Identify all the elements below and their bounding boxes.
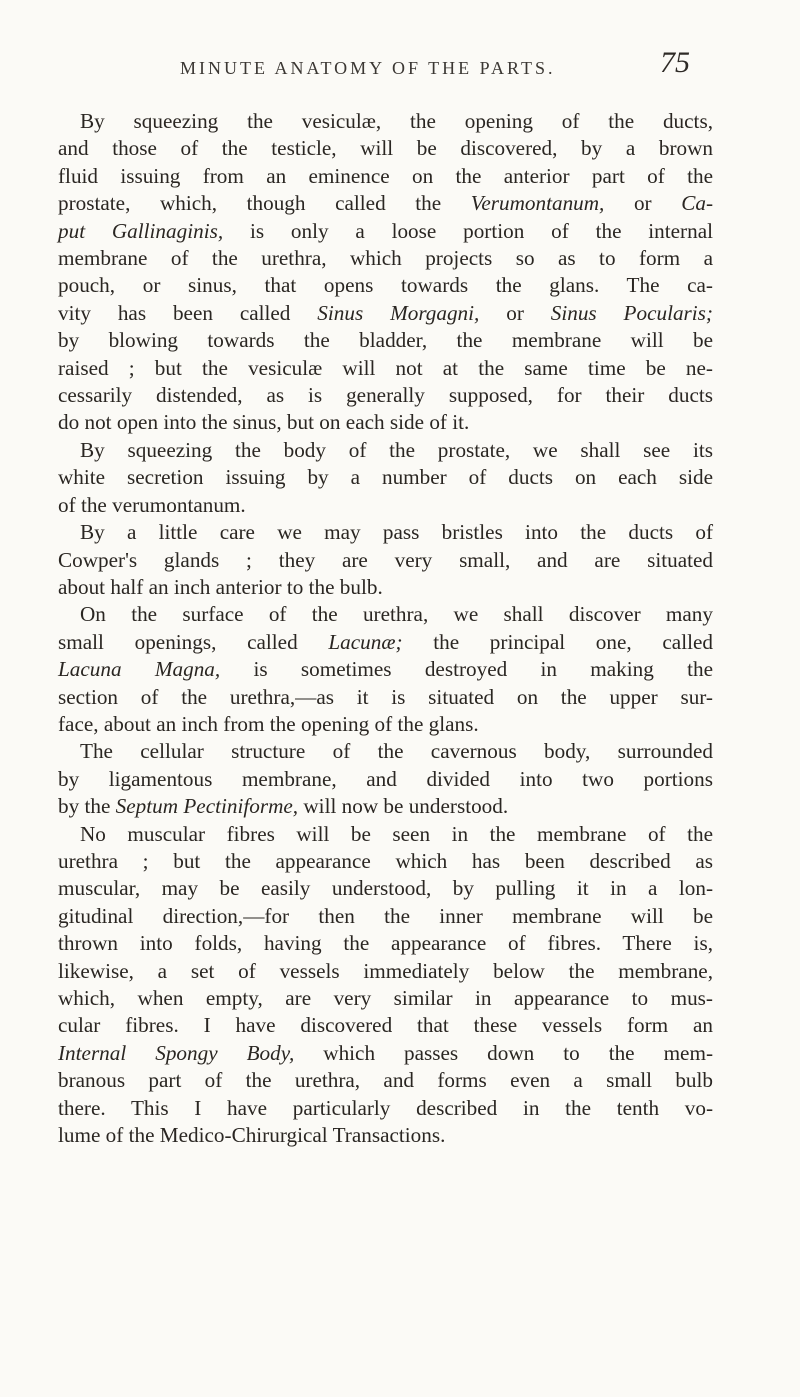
body-text (58, 108, 713, 1149)
text-run: No muscular fibres will be seen in the membrane of the (80, 821, 713, 846)
text-run: do not open into the sinus, but on each side of it. (58, 410, 470, 435)
italic-run: Sinus Morgagni, (317, 300, 480, 325)
text-line (58, 574, 713, 601)
text-line (58, 437, 713, 464)
text-line (58, 848, 713, 875)
text-run: section of the urethra,—as it is situated on the upper sur- (58, 684, 713, 709)
text-line (58, 300, 713, 327)
text-line (58, 684, 713, 711)
text-run: By a little care we may pass bristles into the ducts of (80, 520, 713, 545)
text-line (58, 547, 713, 574)
text-run: urethra ; but the appearance which has been described as (58, 848, 713, 873)
text-run: by ligamentous membrane, and divided into two portions (58, 766, 713, 791)
text-run: or (604, 191, 682, 216)
text-line (58, 930, 713, 957)
text-run: of the verumontanum. (58, 492, 246, 517)
text-line (58, 519, 713, 546)
text-run: which, when empty, are very similar in appearance to mus- (58, 986, 713, 1010)
text-run: face, about an inch from the opening of the glans. (58, 711, 479, 736)
text-line (58, 793, 713, 820)
text-line (58, 1040, 713, 1067)
text-line (58, 163, 713, 190)
text-run: lume of the Medico-Chirurgical Transactions. (58, 1123, 446, 1148)
text-line (58, 903, 713, 930)
text-run: by the (58, 794, 116, 819)
text-run: raised ; but the vesiculæ will not at the same time be ne- (58, 355, 713, 380)
text-line (58, 1122, 713, 1149)
italic-run: Lacunæ; (328, 629, 403, 654)
text-line (58, 245, 713, 272)
text-line (58, 766, 713, 793)
text-run: which passes down to the mem- (294, 1040, 713, 1065)
italic-run: Septum Pectiniforme, (115, 794, 299, 819)
text-run: small openings, called (58, 629, 329, 654)
text-run: On the surface of the urethra, we shall discover many (80, 602, 713, 627)
text-line (58, 711, 713, 738)
text-run: gitudinal direction,—for then the inner membrane will be (58, 903, 713, 928)
text-run: thrown into folds, having the appearance of fibres. There is, (58, 931, 713, 956)
text-run: there. This I have particularly described in the tenth vo- (58, 1095, 713, 1120)
text-line (58, 629, 713, 656)
text-run: is only a loose portion of the internal (223, 218, 713, 243)
text-line (58, 190, 713, 217)
text-line (58, 875, 713, 902)
text-line (58, 1095, 713, 1122)
italic-run: Ca- (681, 191, 713, 216)
text-run: muscular, may be easily understood, by pulling it in a lon- (58, 876, 713, 901)
text-run: fluid issuing from an eminence on the anterior part of the (58, 163, 713, 188)
text-run: or (479, 300, 551, 325)
text-run: and those of the testicle, will be discovered, by a brown (58, 136, 713, 161)
text-line (58, 656, 713, 683)
italic-run: Lacuna Magna, (58, 657, 221, 682)
text-run: The cellular structure of the cavernous body, surrounded (80, 739, 713, 764)
text-run: prostate, which, though called the (58, 191, 471, 216)
text-line (58, 135, 713, 162)
text-run: about half an inch anterior to the bulb. (58, 574, 383, 599)
italic-run: Sinus Pocularis; (550, 300, 713, 325)
text-run: By squeezing the vesiculæ, the opening of the ducts, (80, 109, 713, 133)
italic-run: Verumontanum, (470, 191, 605, 216)
text-line (58, 738, 713, 765)
text-line (58, 108, 713, 135)
text-run: membrane of the urethra, which projects so as to form a (58, 246, 713, 271)
italic-run: put Gallinaginis, (58, 218, 224, 243)
text-run: by blowing towards the bladder, the membrane will be (58, 328, 713, 353)
text-line (58, 985, 713, 1012)
text-run: cessarily distended, as is generally supposed, for their ducts (58, 383, 713, 408)
running-header: MINUTE ANATOMY OF THE PARTS. (180, 58, 556, 78)
text-line (58, 382, 713, 409)
text-line (58, 355, 713, 382)
text-line (58, 327, 713, 354)
text-line (58, 821, 713, 848)
text-run: will now be understood. (298, 794, 509, 819)
text-run: cular fibres. I have discovered that these vessels form an (58, 1013, 713, 1038)
text-run: pouch, or sinus, that opens towards the glans. The ca- (58, 273, 713, 298)
text-line (58, 1012, 713, 1039)
text-run: the principal one, called (402, 629, 713, 654)
text-line (58, 958, 713, 985)
text-run: By squeezing the body of the prostate, we shall see its (80, 437, 713, 462)
text-run: vity has been called (58, 300, 318, 325)
italic-run: Internal Spongy Body, (58, 1040, 295, 1065)
text-line (58, 218, 713, 245)
text-line (58, 492, 713, 519)
text-line (58, 1067, 713, 1094)
text-run: likewise, a set of vessels immediately below the membrane, (58, 958, 713, 983)
text-run: white secretion issuing by a number of ducts on each side (58, 465, 713, 490)
text-line (58, 464, 713, 491)
text-run: branous part of the urethra, and forms even a small bulb (58, 1068, 713, 1093)
text-run: is sometimes destroyed in making the (220, 657, 714, 682)
text-line (58, 601, 713, 628)
text-run: Cowper's glands ; they are very small, and are situated (58, 547, 713, 572)
text-line (58, 272, 713, 299)
page-number: 75 (660, 46, 690, 79)
text-line (58, 409, 713, 436)
